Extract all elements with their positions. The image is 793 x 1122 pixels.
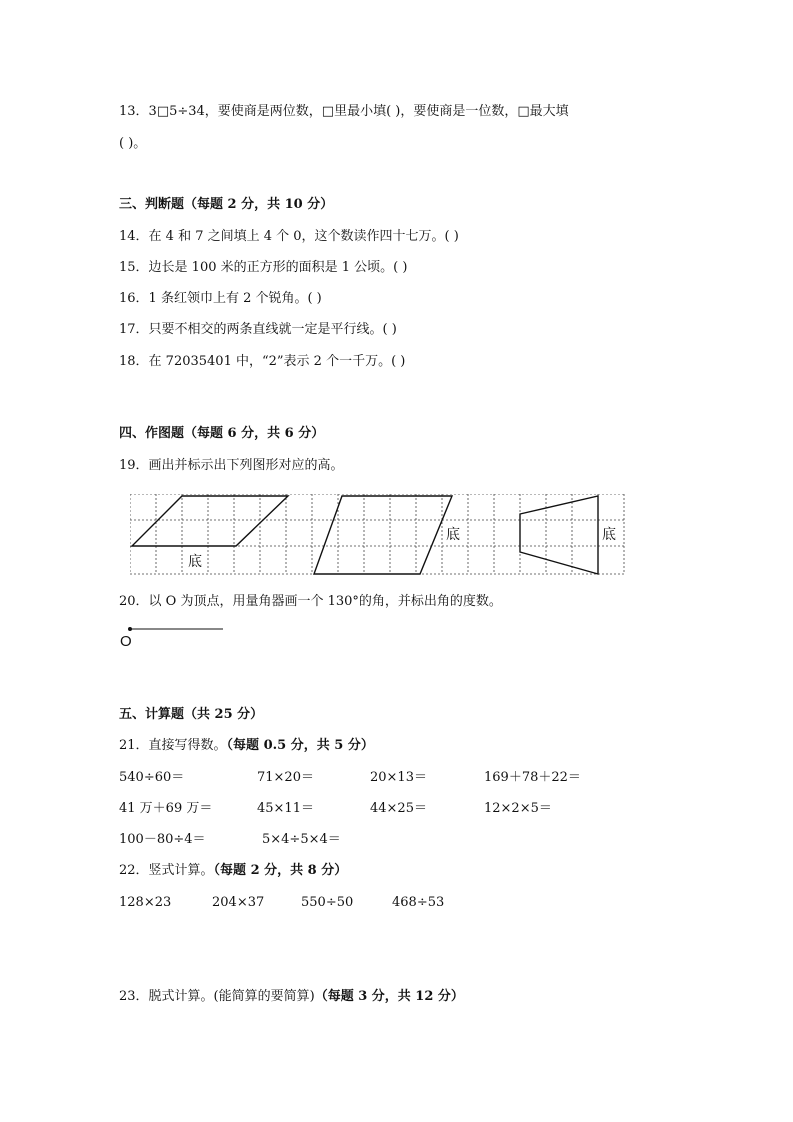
question-18: 18．在 72035401 中，“2”表示 2 个一千万。( ): [119, 354, 406, 369]
section-4-heading: 四、作图题（每题 6 分，共 6 分）: [119, 426, 325, 441]
calc-row-1: [119, 769, 719, 787]
calc-item: 71×20＝: [257, 770, 314, 785]
question-23: [119, 988, 464, 1006]
calc-item: 468÷53: [392, 895, 445, 910]
calc-item: 45×11＝: [257, 801, 314, 816]
grid-figure: [130, 494, 626, 576]
question-13-line2: ( )。: [119, 136, 147, 151]
calc-item: 5×4÷5×4＝: [262, 832, 341, 847]
question-13-line1: 13．3□5÷34，要使商是两位数，□里最小填( )，要使商是一位数，□最大填: [119, 104, 569, 119]
base-label-2: 底: [446, 527, 460, 543]
question-21: [119, 737, 374, 755]
question-16: 16．1 条红领巾上有 2 个锐角。( ): [119, 291, 322, 306]
question-22-text: 22．竖式计算。: [119, 863, 214, 878]
trapezoid: [520, 496, 598, 574]
parallelogram-1: [132, 496, 288, 546]
question-22-points: （每题 2 分，共 8 分）: [213, 863, 348, 878]
calc-item: 12×2×5＝: [484, 801, 552, 816]
base-label-3: 底: [602, 527, 616, 543]
section-5-heading: 五、计算题（共 25 分）: [119, 707, 264, 722]
calc-item: 100－80÷4＝: [119, 832, 206, 847]
calc-row-2: [119, 800, 719, 818]
vertex-label: O: [120, 633, 132, 649]
calc-item: 550÷50: [301, 895, 354, 910]
question-22: [119, 862, 347, 880]
question-14: 14．在 4 和 7 之间填上 4 个 0，这个数读作四十七万。( ): [119, 229, 459, 244]
question-23-text: 23．脱式计算。(能简算的要简算): [119, 989, 315, 1004]
calc-row-3: [119, 831, 719, 849]
calc-item: 128×23: [119, 895, 172, 910]
question-21-text: 21．直接写得数。: [119, 738, 227, 753]
calc-row-4: [119, 894, 719, 912]
question-20: 20．以 O 为顶点，用量角器画一个 130°的角，并标出角的度数。: [119, 594, 502, 609]
calc-item: 41 万＋69 万＝: [119, 801, 213, 816]
base-label-1: 底: [188, 554, 202, 570]
question-21-points: （每题 0.5 分，共 5 分）: [226, 738, 374, 753]
question-19: 19．画出并标示出下列图形对应的高。: [119, 458, 344, 473]
angle-ray-figure: [118, 623, 228, 649]
vertex-point: [128, 627, 132, 631]
calc-item: 44×25＝: [370, 801, 427, 816]
question-15: 15．边长是 100 米的正方形的面积是 1 公顷。( ): [119, 260, 408, 275]
calc-item: 169＋78＋22＝: [484, 770, 581, 785]
calc-item: 20×13＝: [370, 770, 427, 785]
calc-item: 540÷60＝: [119, 770, 185, 785]
question-17: 17．只要不相交的两条直线就一定是平行线。( ): [119, 322, 397, 337]
section-3-heading: 三、判断题（每题 2 分，共 10 分）: [119, 197, 334, 212]
question-23-points: （每题 3 分，共 12 分）: [314, 989, 464, 1004]
parallelogram-2: [314, 496, 452, 574]
calc-item: 204×37: [212, 895, 265, 910]
